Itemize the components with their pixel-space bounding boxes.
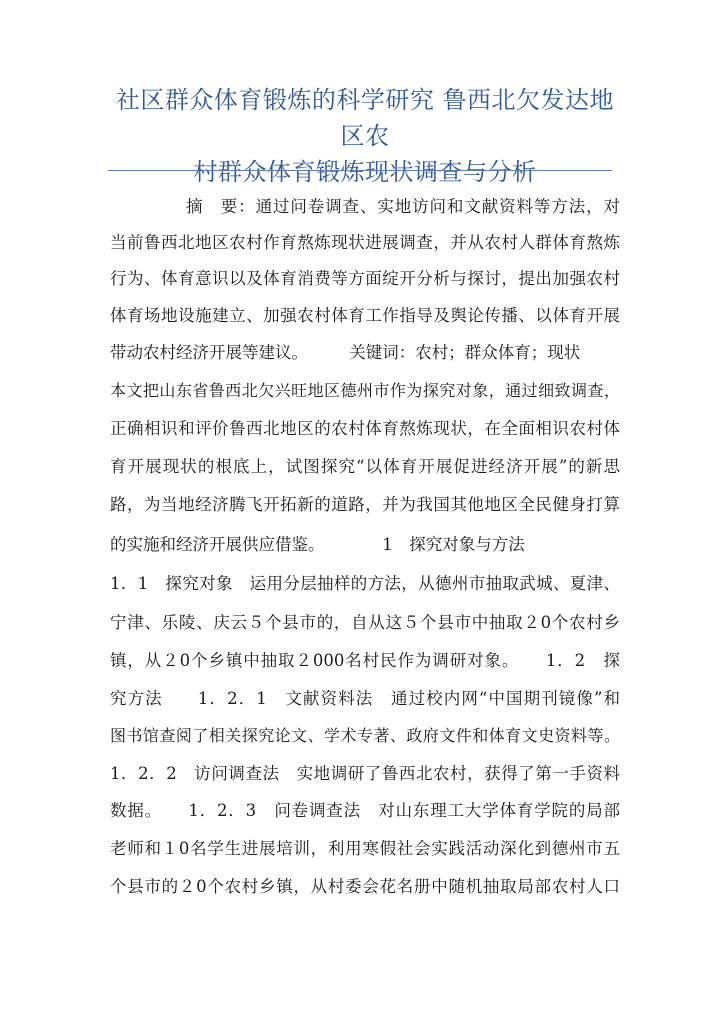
abstract-line: 摘 要：通过问卷调查、实地访问和文献资料等方法，对: [186, 197, 620, 216]
title-line-2: 村群众体育锻炼现状调查与分析: [193, 158, 537, 186]
title-line-1: 社区群众体育锻炼的科学研究 鲁西北欠发达地区农: [115, 86, 615, 150]
section-heading-line: 的实施和经济开展供应借鉴。 1 探究对象与方法: [110, 535, 525, 554]
body-line: 正确相识和评价鲁西北地区的农村体育熬炼现状，在全面相识农村体: [110, 419, 620, 438]
body-line: 个县市的２0个农村乡镇，从村委会花名册中随机抽取局部农村人口: [110, 877, 620, 896]
body-line: 老师和１0名学生进展培训，利用寒假社会实践活动深化到德州市五: [110, 839, 620, 858]
body-line: 1．2．2 访问调查法 实地调研了鲁西北农村，获得了第一手资料: [110, 764, 620, 783]
body-line: 究方法 1．2．1 文献资料法 通过校内网“中国期刊镜像”和: [110, 689, 620, 708]
title-divider: [108, 170, 612, 171]
body-line: 路，为当地经济腾飞开拓新的道路，并为我国其他地区全民健身打算: [110, 495, 620, 514]
body-line: 当前鲁西北地区农村作育熬炼现状进展调查，并从农村人群体育熬炼: [110, 233, 620, 252]
body-line: 数据。 1．2．3 问卷调查法 对山东理工大学体育学院的局部: [110, 801, 620, 820]
body-line: 镇，从２0个乡镇中抽取２000名村民作为调研对象。 1．2 探: [110, 651, 620, 670]
body-line: 宁津、乐陵、庆云５个县市的，自从这５个县市中抽取２0个农村乡: [110, 613, 620, 632]
body-line: 育开展现状的根底上，试图探究“以体育开展促进经济开展”的新思: [110, 457, 620, 476]
keywords-line: 带动农村经济开展等建议。 关键词：农村；群众体育；现状: [110, 343, 581, 362]
body-line: 本文把山东省鲁西北欠兴旺地区德州市作为探究对象，通过细致调查，: [110, 381, 620, 400]
document-title: [105, 82, 625, 190]
body-line: 行为、体育意识以及体育消费等方面绽开分析与探讨，提出加强农村: [110, 269, 620, 288]
body-line: 1．1 探究对象 运用分层抽样的方法，从德州市抽取武城、夏津、: [110, 574, 620, 593]
body-line: 图书馆查阅了相关探究论文、学术专著、政府文件和体育文史资料等。: [110, 726, 620, 745]
body-line: 体育场地设施建立、加强农村体育工作指导及舆论传播、以体育开展: [110, 306, 620, 325]
